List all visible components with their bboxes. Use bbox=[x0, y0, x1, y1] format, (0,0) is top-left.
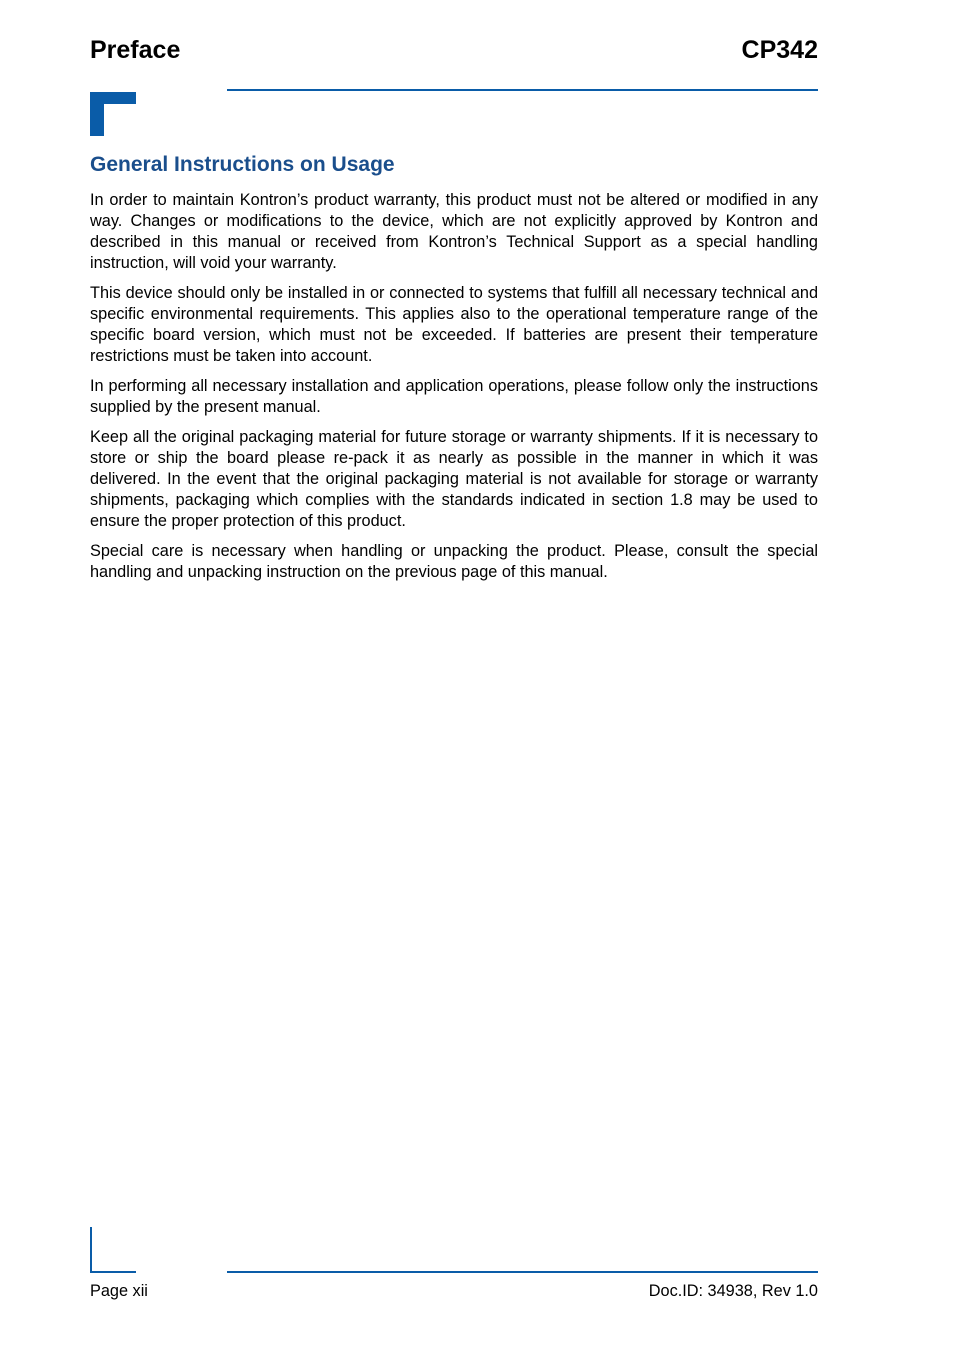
corner-mark-bottom-vertical bbox=[90, 1227, 92, 1273]
corner-mark-top-vertical bbox=[90, 92, 104, 136]
document-id: Doc.ID: 34938, Rev 1.0 bbox=[648, 1282, 818, 1300]
header-section-title: Preface bbox=[90, 36, 181, 64]
page-number: Page xii bbox=[90, 1282, 148, 1300]
corner-mark-top bbox=[90, 92, 136, 136]
paragraph-warranty: In order to maintain Kontron’s product warranty, this product must not be altered or modified in any way. Changes or modifications to the device, which are not explicitly approved by Kontron and described in this manual or received from Kontron’s Technical Support as a special handling instruction, will void your warranty. bbox=[90, 191, 818, 272]
corner-mark-bottom bbox=[90, 1227, 136, 1273]
header-product-name: CP342 bbox=[741, 36, 818, 64]
section-heading: General Instructions on Usage bbox=[90, 153, 395, 176]
paragraph-packaging: Keep all the original packaging material for future storage or warranty shipments. If it is necessary to store or ship the board please re-pack it as nearly as possible in the manner in which it was delivered. In the event that the original packaging material is not available for storage or warranty shipments, packaging which complies with the standards indicated in section 1.8 may be used to ensure the proper protection of this product. bbox=[90, 428, 818, 530]
paragraph-operations: In performing all necessary installation and application operations, please follow only the instructions supplied by the present manual. bbox=[90, 377, 818, 416]
header-rule bbox=[227, 89, 818, 91]
body-text bbox=[90, 190, 818, 592]
corner-mark-bottom-horizontal bbox=[90, 1271, 136, 1273]
paragraph-installation-requirements: This device should only be installed in or connected to systems that fulfill all necessary technical and specific environmental requirements. This applies also to the operational temperature range of the specific board version, which must not be exceeded. If batteries are present their temperature restrictions must be taken into account. bbox=[90, 284, 818, 365]
paragraph-special-care: Special care is necessary when handling or unpacking the product. Please, consult the special handling and unpacking instruction on the previous page of this manual. bbox=[90, 542, 818, 581]
footer-rule bbox=[227, 1271, 818, 1273]
